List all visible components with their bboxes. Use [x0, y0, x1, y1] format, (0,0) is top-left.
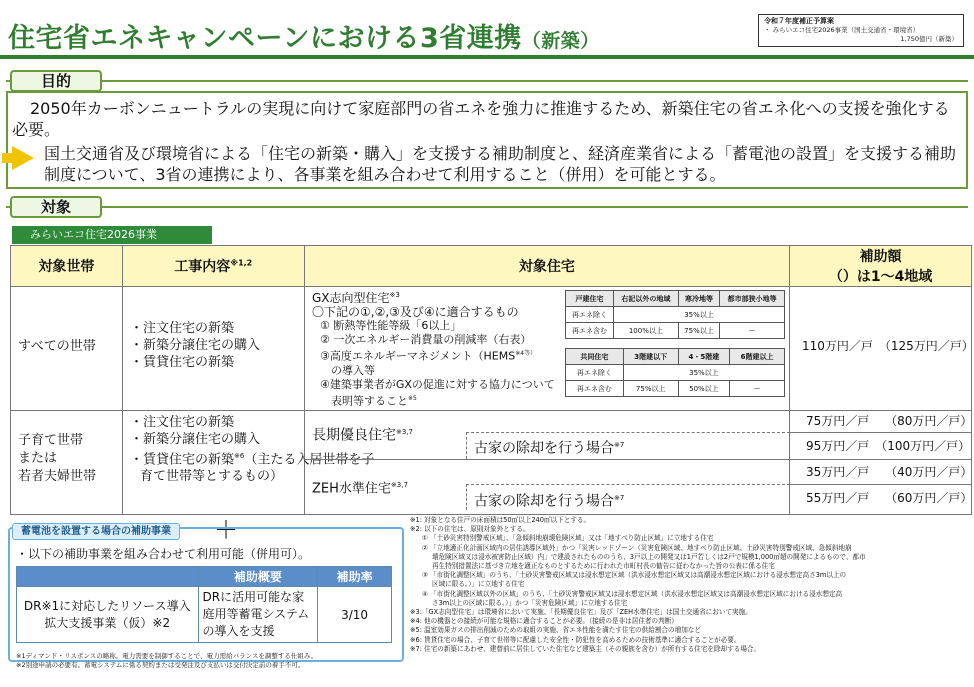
footnote: 区域に限る。）」に立地する住宅: [432, 580, 525, 589]
row2-household: 子育て世帯 または 若者夫婦世帯: [18, 433, 97, 484]
subsidy-div-1: [790, 432, 972, 433]
header-subsidy: 補助額 （）は1～4地域: [790, 246, 972, 287]
long-divider: [466, 432, 790, 433]
long-life-housing: 長期優良住宅$^{※3,7}$: [312, 427, 413, 444]
target-label: 対象: [10, 196, 102, 218]
long-demolish: 古家の除却を行う場合$^{※7}$: [474, 440, 625, 457]
footnote: さ3m以上の区域に限る。）」かつ「災害危険区域」に立地する住宅: [432, 598, 628, 607]
footnote: ※5: 温室効果ガスの排出削減のための取組の実施、省エネ性能を満たす住宅の供給割合の増加など: [410, 626, 701, 635]
detached-reduction-table: 戸建住宅 右記以外の地域 寒冷地等 都市部狭小地等 再エネ除く 35%以上 再エネ含む 100%以上 75%以上 ー: [565, 290, 785, 339]
battery-table: [16, 566, 392, 643]
footnotes: [410, 516, 970, 654]
battery-summary: DRに活用可能な家庭用等蓄電システムの導入を支援: [198, 587, 318, 643]
footnote: ※3:「GX志向型住宅」は環境省において実施、「長期優良住宅」及び「ZEH水準住宅」は国土交通省において実施。: [410, 608, 752, 617]
program-tag: みらいエコ住宅2026事業: [12, 226, 212, 244]
budget-title: 令和７年度補正予算案: [764, 17, 834, 25]
battery-rate: 3/10: [318, 587, 392, 643]
row1-household: すべての世帯: [18, 339, 96, 354]
row1-work: ・注文住宅の新築 ・新築分譲住宅の購入 ・賃貸住宅の新築: [130, 321, 261, 370]
arrow-right-icon: [12, 146, 34, 170]
footnote: 再生特別措置法に基づき立地を適正なものとするために行われた市町村長の勧告に従わなかった旨の公表に係る住宅: [432, 562, 775, 571]
target-divider: [6, 206, 968, 208]
subsidy-long: 75万円／戸 （80万円／戸）: [806, 414, 973, 428]
subsidy-zeh-demolish: 55万円／戸 （60万円／戸）: [806, 491, 973, 505]
footnote: ※1: 対象となる住戸の床面積は50㎡以上240㎡以下とする。: [410, 516, 591, 524]
budget-box: [758, 14, 964, 47]
purpose-label: 目的: [10, 70, 102, 92]
page-title: 住宅省エネキャンペーンにおける3省連携（新築）: [8, 23, 600, 54]
footnote: ① 「土砂災害特別警戒区域」、「急傾斜地崩壊危険区域」又は「地すべり防止区域」に立地する住宅: [422, 534, 714, 543]
row2-work: ・注文住宅の新築 ・新築分譲住宅の購入 ・賃貸住宅の新築$^{※6}$（主たる入居世帯を子 育て世帯等とするもの）: [130, 415, 375, 485]
zeh-vertical: [466, 484, 467, 510]
footnote: ② 「立地適正化計画区域内の居住誘導区域外」かつ「災害レッドゾーン（災害危険区域、地すべり防止区域、土砂災害特別警戒区域、急傾斜地崩: [422, 543, 852, 552]
battery-notes: ※1ディマンド・リスポンスの略称。電力需要を制御することで、電力需給バランスを調整する仕組み。 ※2別途申請の必要有。蓄電システムに係る契約または受発注及び支払いは交付決定前の着手不可。: [16, 652, 318, 669]
footnote: ※7: 住宅の新築にあわせ、建替前に居住していた住宅など建築主（その親族を含む）が所有する住宅を除却する場合。: [410, 644, 761, 653]
row1-subsidy: 110万円／戸 （125万円／戸）: [802, 339, 974, 353]
header-household: 対象世帯: [11, 246, 123, 287]
footnote: ③ 「市街化調整区域」のうち、「土砂災害警戒区域又は浸水想定区域（洪水浸水想定区域又は高潮浸水想定区域における浸水想定高さ3m以上の: [422, 571, 847, 580]
header-work: 工事内容$^{※1,2}$: [122, 246, 304, 287]
subsidy-long-demolish: 95万円／戸 （100万円／戸）: [806, 439, 971, 453]
zeh-divider: [466, 484, 790, 485]
gx-housing: GX志向型住宅$^{※3}$ 〇下記の①,②,③及び④に適合するもの ① 断熱等性能等級「6以上」 ② 一次エネルギー消費量の削減率（右表） ③高度エネルギーマネジメント（$HEMS^{※4等)}$ の導入等 ④建築事業者がGXの促進に対する協力について 表明等すること$^{※5}$: [312, 291, 555, 408]
footnote: ④ 「市街化調整区域以外の区域」のうち、「土砂災害警戒区域又は浸水想定区域（洪水浸水想定区域又は高潮浸水想定区域における浸水想定高: [422, 589, 843, 598]
housing-divider: [304, 459, 790, 460]
purpose-text: 2050年カーボンニュートラルの実現に向けて家庭部門の省エネを強力に推進するため、新築住宅の省エネ化への支援を強化する必要。: [12, 99, 950, 139]
subsidy-div-2: [790, 459, 972, 460]
purpose-point: 国土交通省及び環境省による「住宅の新築・購入」を支援する補助制度と、経済産業省による「蓄電池の設置」を支援する補助制度について、3省の連携により、各事業を組み合わせて利用すること（併用）を可能とする。: [44, 144, 957, 184]
footnote: ※4: 他の機器との接続が可能な規格に適合することが必要。（接続の是非は居住者の判断）: [410, 617, 678, 626]
zeh-demolish: 古家の除却を行う場合$^{※7}$: [474, 493, 625, 510]
battery-tag: 蓄電池を設置する場合の補助事業: [12, 523, 180, 540]
footnote: ※2: 以下の住宅は、原則対象外とする。: [410, 525, 530, 534]
subsidy-div-3: [790, 484, 972, 485]
battery-program: DR※1に対応したリソース導入拡大支援事業（仮）※2: [17, 587, 199, 643]
budget-line: ・ みらいエコ住宅2026事業（国土交通省・環境省）: [764, 26, 920, 35]
footnote: 壊危険区域又は浸水被害防止区域）内」で建設されたもののうち、3戸以上の開発又は1戸若しくは2戸で規模1,000㎡超の開発によるもので、都市: [432, 552, 866, 561]
battery-col-rate: 補助率: [318, 567, 392, 587]
battery-blank-header: [17, 567, 199, 587]
battery-intro: ・以下の補助事業を組み合わせて利用可能（併用可）。: [16, 547, 311, 561]
apartment-reduction-table: 共同住宅 3階建以下 4・5階建 6階建以上 再エネ除く 35%以上 再エネ含む 75%以上 50%以上 ー: [565, 348, 785, 397]
zeh-housing: ZEH水準住宅$^{※3,7}$: [312, 481, 408, 497]
header-housing: 対象住宅: [304, 246, 789, 287]
subsidy-zeh: 35万円／戸 （40万円／戸）: [806, 465, 973, 479]
title-underline: [0, 55, 974, 59]
plus-icon: ＋: [214, 516, 238, 544]
budget-amount: 1,750億円（新築）: [900, 35, 958, 44]
long-vertical: [466, 432, 467, 459]
purpose-divider: [6, 80, 968, 82]
battery-col-summary: 補助概要: [198, 567, 318, 587]
footnote: ※6: 賃貸住宅の場合、子育て世帯等に配慮した安全性・防犯性を高めるための技術基準に適合することが必要。: [410, 635, 741, 644]
